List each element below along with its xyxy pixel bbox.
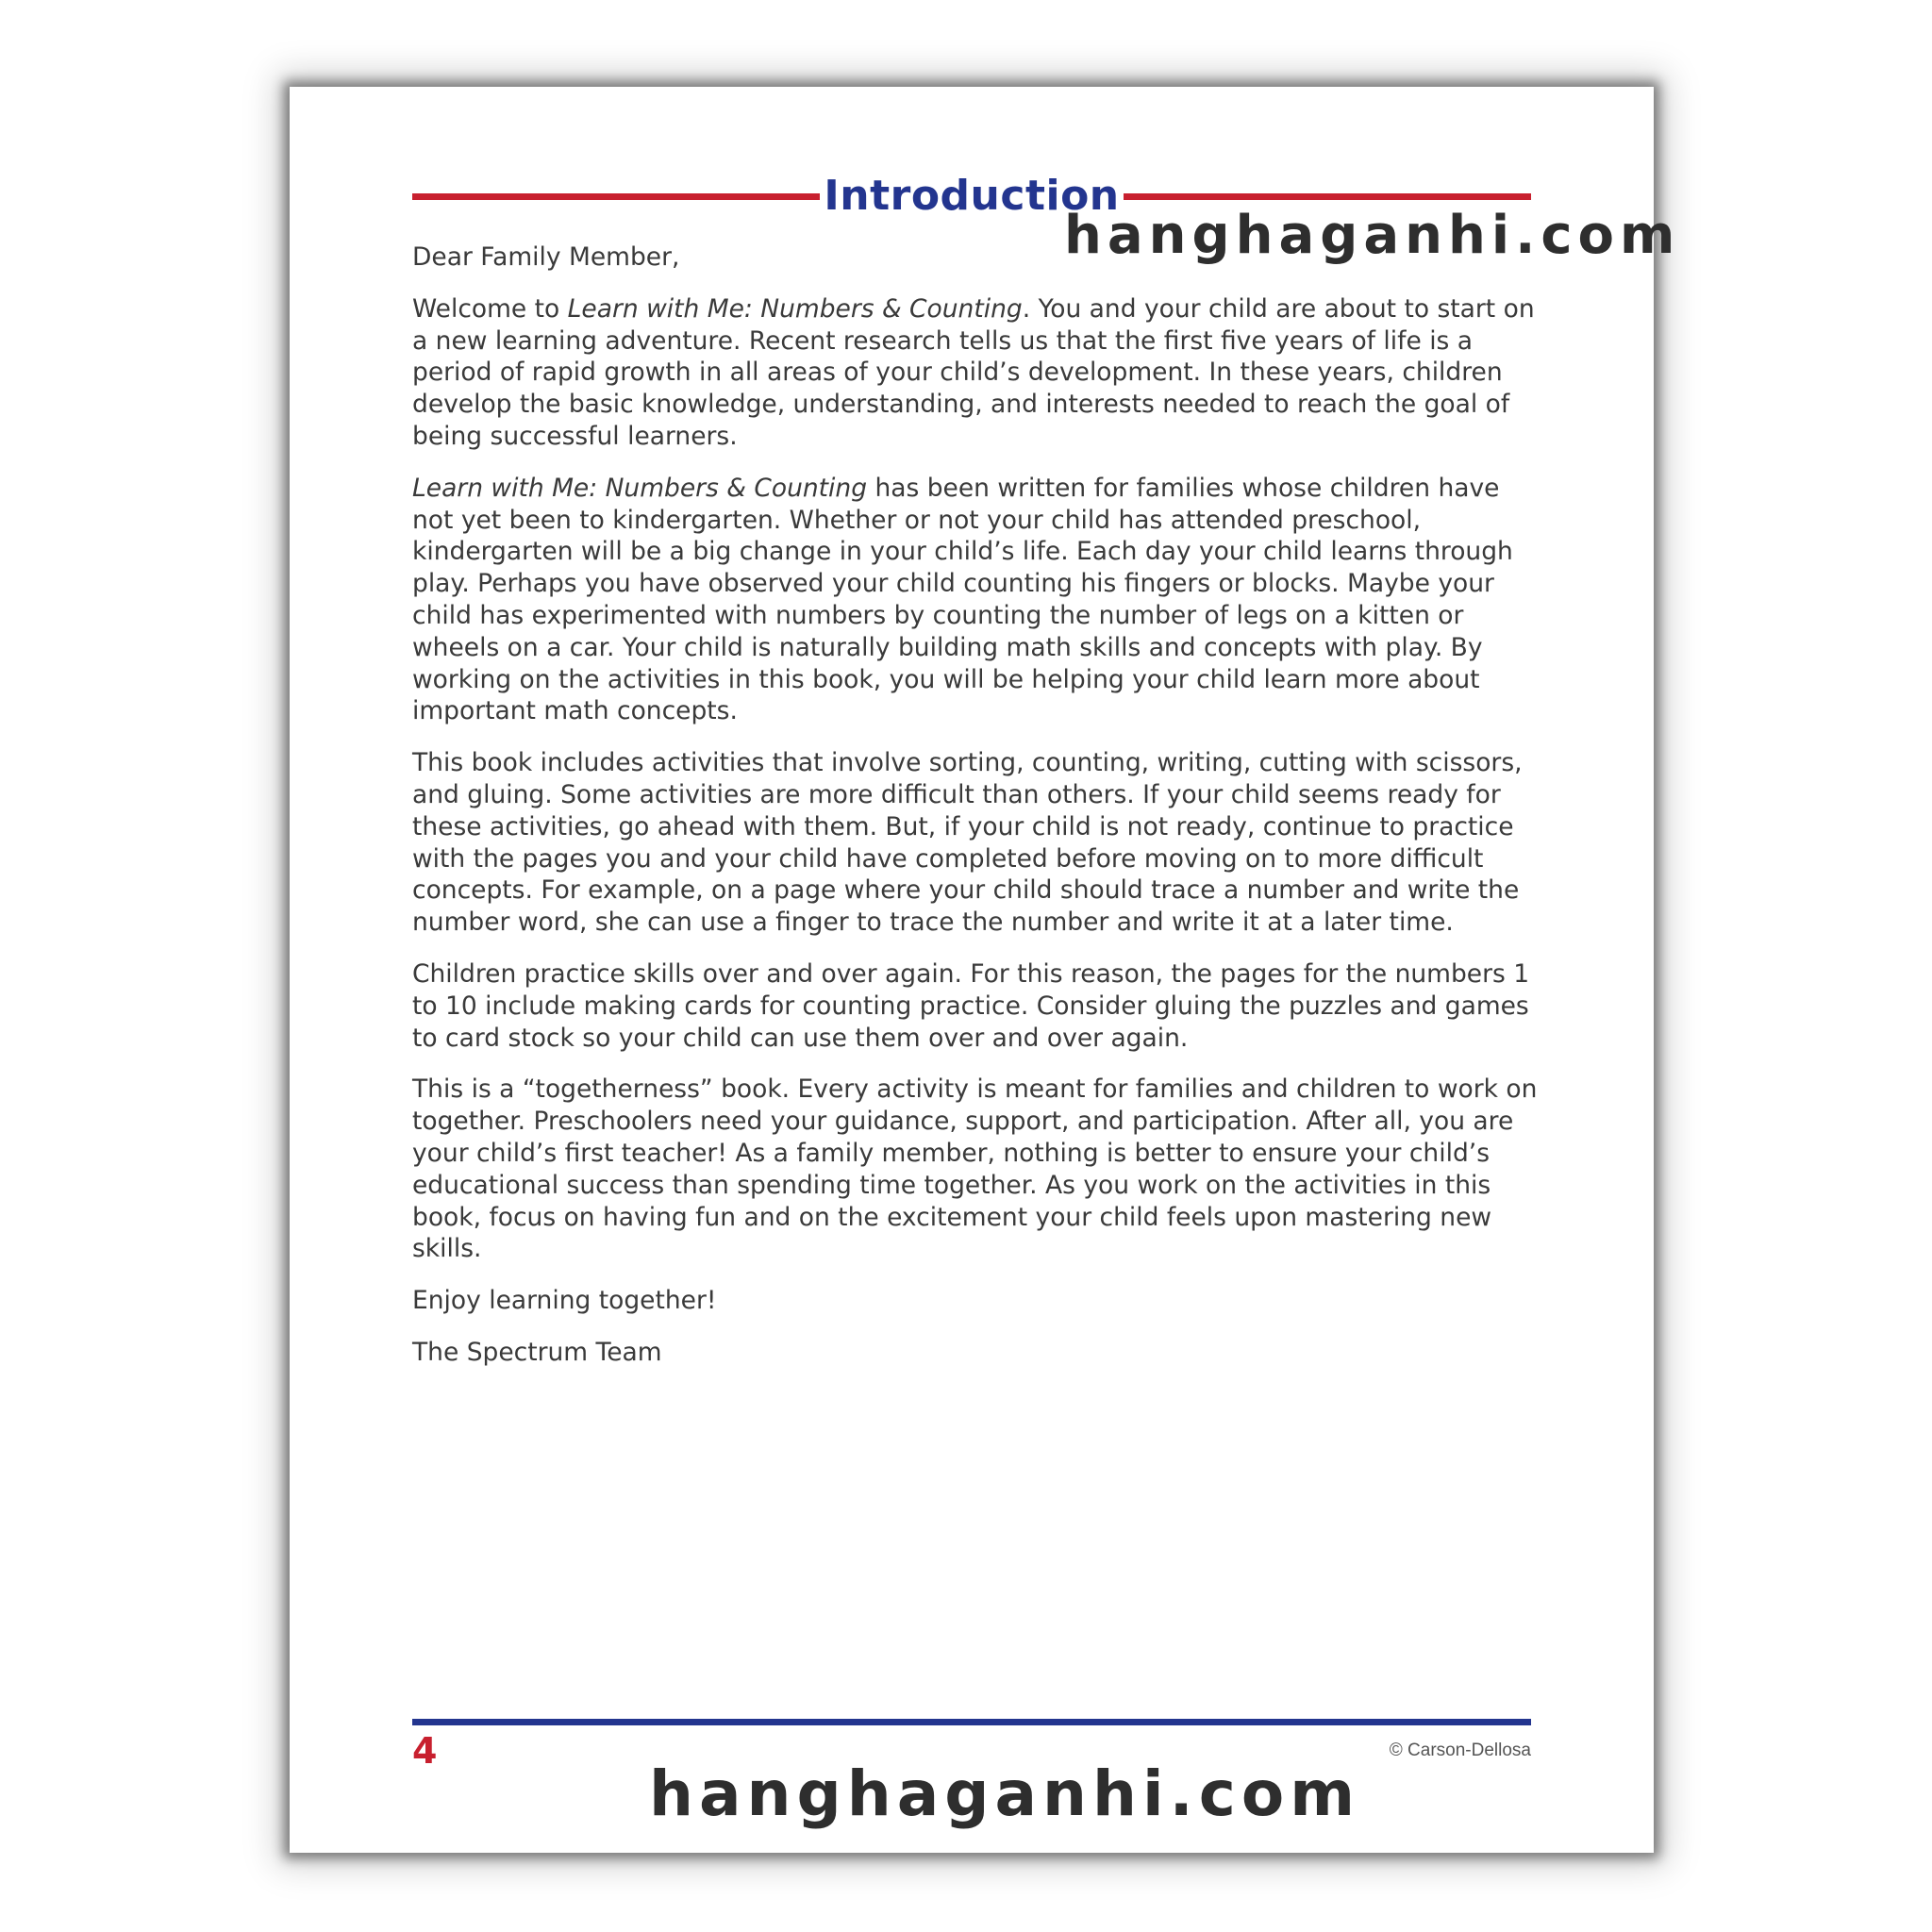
letter-closing: Enjoy learning together! <box>412 1286 717 1316</box>
letter-body <box>412 242 1544 1389</box>
paragraph-practice: Children practice skills over and over again. For this reason, the pages for the numbers 1 to 10 include making cards for counting practice. Consider gluing the puzzles and games to card stock so your child can use them over and over again. <box>412 958 1530 1053</box>
book-title: Learn with Me: Numbers & Counting <box>412 473 868 503</box>
header-rule-left <box>412 193 820 200</box>
copyright-notice: © Carson-Dellosa <box>1389 1740 1531 1760</box>
watermark-top: hanghaganhi.com <box>1064 205 1681 266</box>
paragraph-togetherness: This is a “togetherness” book. Every activity is meant for families and children to work on together. Preschoolers need your guidance, support, and participation. After all, you are your child’s first teacher! As a family member, nothing is better to ensure your child’s educational success than spending time together. As you work on the activities in this book, focus on having fun and on the excitement your child feels upon mastering new skills. <box>412 1074 1538 1264</box>
page-title: Introduction <box>824 172 1120 220</box>
paragraph-audience <box>412 473 1544 727</box>
page-number: 4 <box>412 1730 438 1772</box>
letter-greeting: Dear Family Member, <box>412 242 680 272</box>
paragraph-activities: This book includes activities that involve sorting, counting, writing, cutting with scissors, and gluing. Some activities are more difficult than others. If your child seems ready for these activities, go ahead with them. But, if your child is not ready, continue to practice with the pages you and your child have completed before moving on to more difficult concepts. For example, on a page where your child should trace a number and write the number word, she can use a finger to trace the number and write it at a later time. <box>412 748 1523 938</box>
footer-rule <box>412 1719 1531 1725</box>
document-page <box>290 87 1654 1853</box>
watermark-bottom: hanghaganhi.com <box>649 1757 1360 1830</box>
paragraph-welcome-lead: Welcome to <box>412 293 568 324</box>
book-title: Learn with Me: Numbers & Counting <box>567 293 1023 324</box>
paragraph-welcome-text: . You and your child are about to start on a new learning adventure. Recent research tells us that the first five years of life is a period of rapid growth in all areas of your child’s development. In these years, children develop the basic knowledge, understanding, and interests needed to reach the goal of being successful learners. <box>412 293 1535 451</box>
header-rule-right <box>1124 193 1531 200</box>
letter-signature: The Spectrum Team <box>412 1337 662 1367</box>
paragraph-welcome <box>412 293 1544 453</box>
paragraph-audience-text: has been written for families whose children have not yet been to kindergarten. Whether or not your child has attended preschool, kindergarten will be a big change in your child’s life. Each day your child learns through play. Perhaps you have observed your child counting his fingers or blocks. Maybe your child has experimented with numbers by counting the number of legs on a kitten or wheels on a car. Your child is naturally building math skills and concepts with play. By working on the activities in this book, you will be helping your child learn more about important math concepts. <box>412 473 1513 726</box>
